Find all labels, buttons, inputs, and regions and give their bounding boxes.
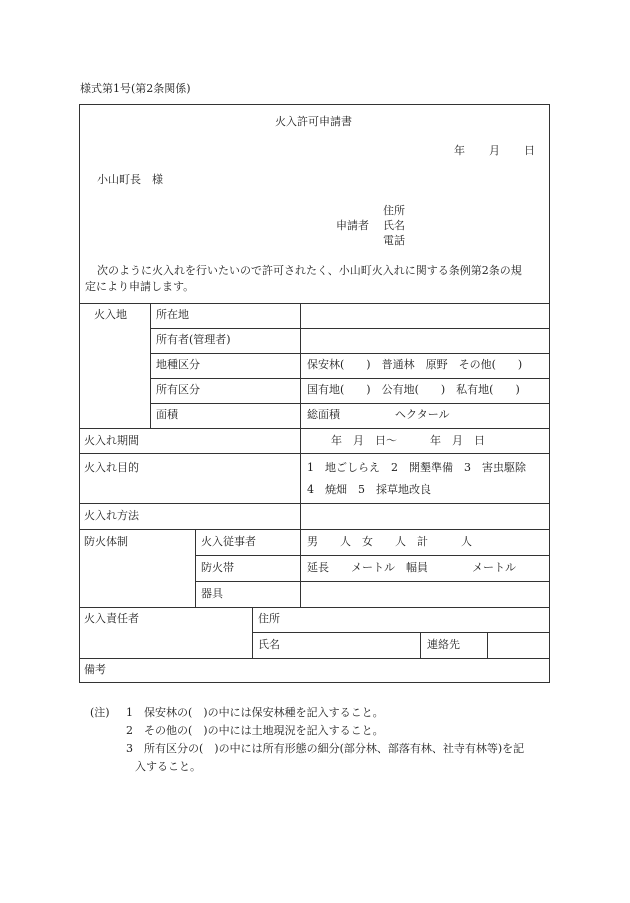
date-month: 月 xyxy=(489,144,500,157)
firebreak-label: 防火帯 xyxy=(201,561,234,574)
intro-line-2: 定により申請します。 xyxy=(85,280,195,293)
firebreak-value: 延長 メートル 幅員 メートル xyxy=(307,561,516,574)
land-owner-label: 所有者(管理者) xyxy=(156,333,231,346)
method-label: 火入れ方法 xyxy=(84,509,139,522)
note-2: 2 その他の( )の中には土地現況を記入すること。 xyxy=(126,724,384,737)
responsible-contact-label: 連絡先 xyxy=(427,638,460,651)
equipment-label: 器具 xyxy=(201,587,223,600)
notes-prefix: (注) xyxy=(90,706,110,719)
purpose-label: 火入れ目的 xyxy=(84,461,139,474)
form-number-label: 様式第1号(第2条関係) xyxy=(80,82,191,95)
responsible-name-label: 氏名 xyxy=(258,638,280,651)
land-category-label: 地種区分 xyxy=(156,358,200,371)
workers-value: 男 人 女 人 計 人 xyxy=(307,535,472,548)
addressee: 小山町長 様 xyxy=(97,173,163,186)
purpose-line-1: 1 地ごしらえ 2 開墾準備 3 害虫駆除 xyxy=(307,461,526,474)
land-area-label: 面積 xyxy=(156,408,178,421)
applicant-name-label: 氏名 xyxy=(383,219,405,232)
applicant-phone-label: 電話 xyxy=(383,234,405,247)
responsible-address-label: 住所 xyxy=(258,612,280,625)
land-area-value: 総面積 ヘクタール xyxy=(307,408,450,421)
responsible-label: 火入責任者 xyxy=(84,612,139,625)
workers-label: 火入従事者 xyxy=(201,535,256,548)
remarks-label: 備考 xyxy=(84,663,106,676)
land-ownership-value: 国有地( ) 公有地( ) 私有地( ) xyxy=(307,383,520,396)
note-3-line-2: 入すること。 xyxy=(135,760,201,773)
note-3-line-1: 3 所有区分の( )の中には所有形態の細分(部分林、部落有林、社寺有林等)を記 xyxy=(126,742,525,755)
period-label: 火入れ期間 xyxy=(84,434,139,447)
applicant-label: 申請者 xyxy=(336,219,369,232)
fire-prevention-label: 防火体制 xyxy=(84,535,128,548)
land-ownership-label: 所有区分 xyxy=(156,383,200,396)
note-1: 1 保安林の( )の中には保安林種を記入すること。 xyxy=(126,706,384,719)
land-location-label: 所在地 xyxy=(156,308,189,321)
form-title: 火入許可申請書 xyxy=(275,115,352,128)
land-header: 火入地 xyxy=(94,308,127,321)
applicant-address-label: 住所 xyxy=(383,204,405,217)
intro-line-1: 次のように火入れを行いたいので許可されたく、小山町火入れに関する条例第2条の規 xyxy=(97,264,522,277)
date-year: 年 xyxy=(454,144,465,157)
land-category-value: 保安林( ) 普通林 原野 その他( ) xyxy=(307,358,523,371)
purpose-line-2: 4 焼畑 5 採草地改良 xyxy=(307,483,431,496)
date-day: 日 xyxy=(524,144,535,157)
period-value: 年 月 日～ 年 月 日 xyxy=(331,434,485,447)
